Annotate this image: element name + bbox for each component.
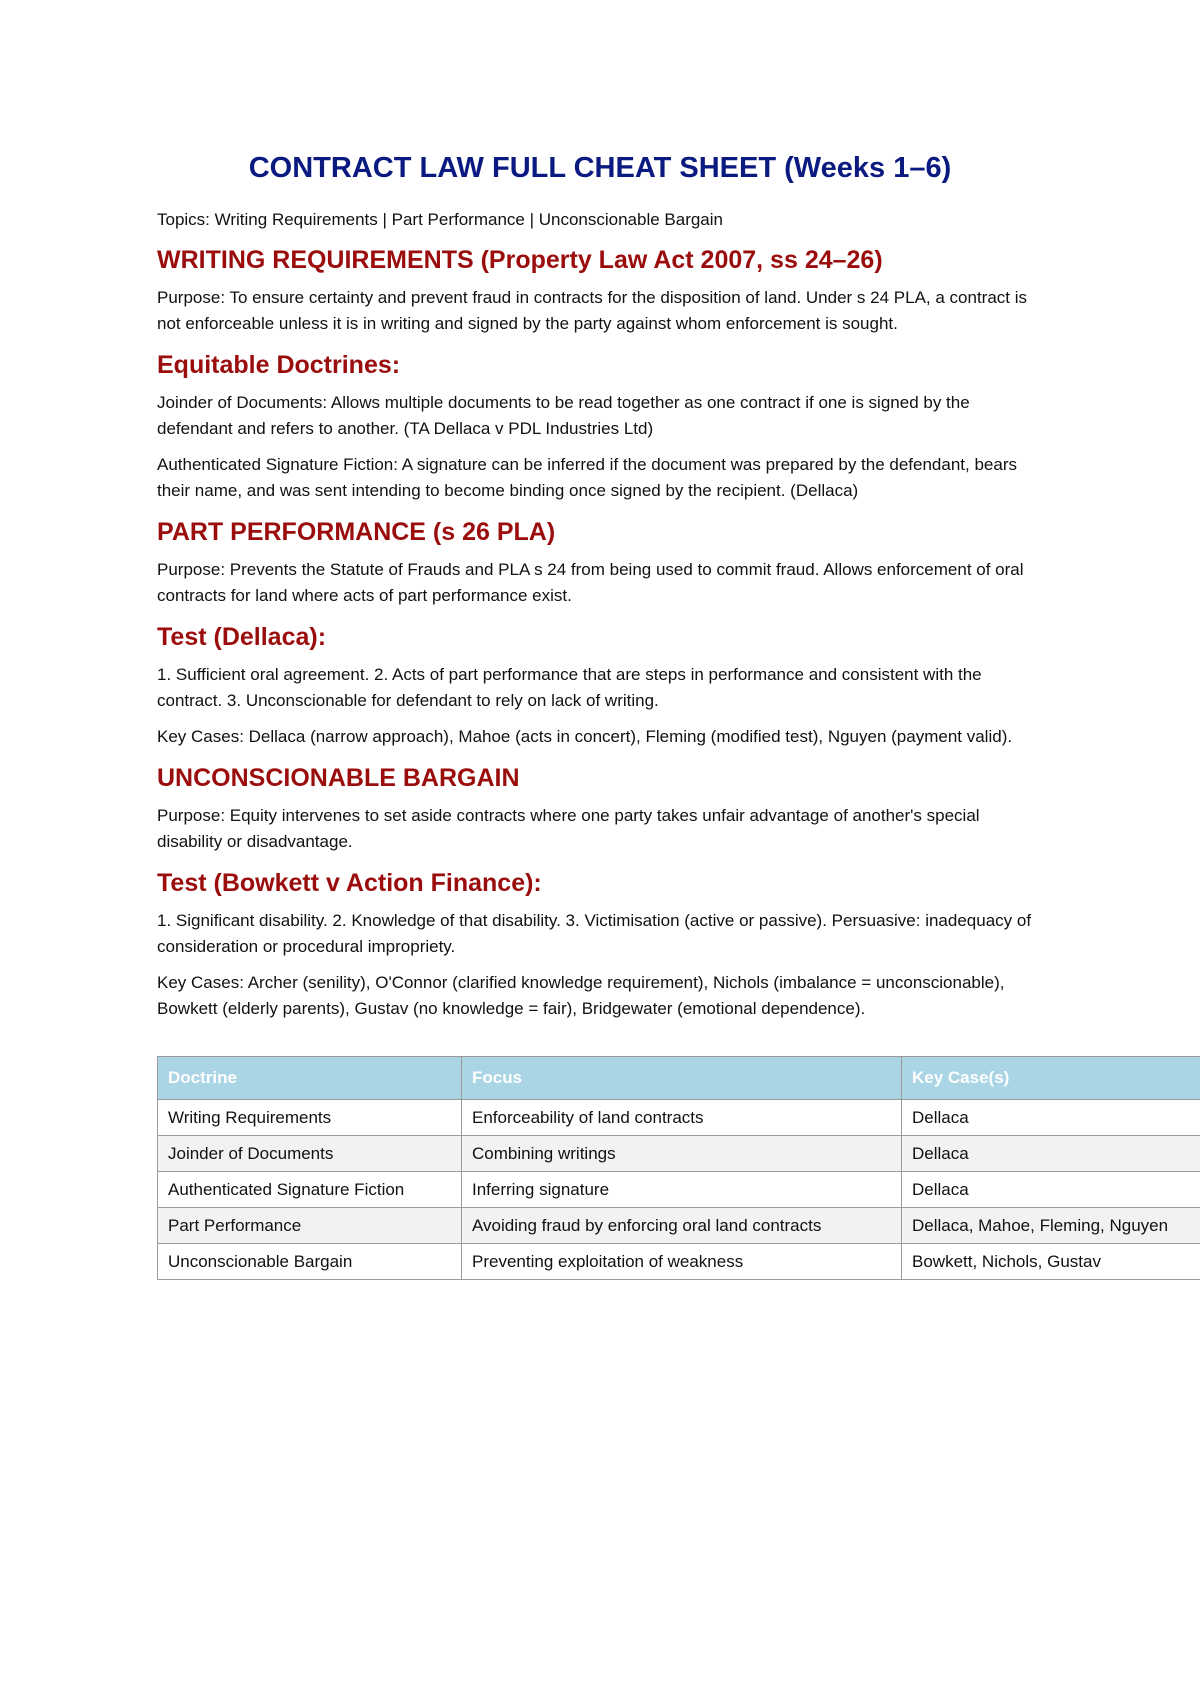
- table-cell: Part Performance: [158, 1208, 462, 1244]
- table-cell: Joinder of Documents: [158, 1136, 462, 1172]
- document-page: [157, 150, 1200, 1280]
- table-cell: Dellaca, Mahoe, Fleming, Nguyen: [902, 1208, 1200, 1244]
- page-title: CONTRACT LAW FULL CHEAT SHEET (Weeks 1–6): [248, 152, 952, 184]
- dellaca-test-paragraph: 1. Sufficient oral agreement. 2. Acts of part performance that are steps in performance and consistent with the contract. 3. Unconscionable for defendant to rely on lack of writing.: [157, 665, 982, 710]
- signature-fiction-paragraph: Authenticated Signature Fiction: A signature can be inferred if the document was prepared by the defendant, bears their name, and was sent intending to become binding once signed by the recipient. (Dellaca): [157, 455, 1017, 500]
- table-cell: Combining writings: [462, 1136, 902, 1172]
- table-cell: Unconscionable Bargain: [158, 1244, 462, 1280]
- header-doctrine: Doctrine: [158, 1057, 462, 1100]
- table-cell: Dellaca: [902, 1136, 1200, 1172]
- table-cell: Dellaca: [902, 1172, 1200, 1208]
- table-cell: Dellaca: [902, 1100, 1200, 1136]
- table-cell: Writing Requirements: [158, 1100, 462, 1136]
- part-performance-heading: PART PERFORMANCE (s 26 PLA): [157, 518, 556, 546]
- table-header-row: [158, 1057, 1200, 1100]
- unconscionable-bargain-heading: UNCONSCIONABLE BARGAIN: [157, 764, 520, 792]
- table-cell: Authenticated Signature Fiction: [158, 1172, 462, 1208]
- unconscionable-cases: Key Cases: Archer (senility), O'Connor (clarified knowledge requirement), Nichols (imbalance = unconscionable), Bowkett (elderly parents), Gustav (no knowledge = fair), Bridgewater (emotional dependence).: [157, 973, 1005, 1018]
- summary-table: [157, 1056, 1200, 1280]
- bowkett-test-heading: Test (Bowkett v Action Finance):: [157, 869, 542, 897]
- writing-purpose: Purpose: To ensure certainty and prevent fraud in contracts for the disposition of land. Under s 24 PLA, a contract is not enforceable unless it is in writing and signed by the party against whom enforcement is sought.: [157, 288, 1028, 333]
- table-cell: Bowkett, Nichols, Gustav: [902, 1244, 1200, 1280]
- header-key-cases: Key Case(s): [902, 1057, 1200, 1100]
- part-performance-purpose: Purpose: Prevents the Statute of Frauds and PLA s 24 from being used to commit fraud. Allows enforcement of oral contracts for land where acts of part performance exist.: [157, 560, 1024, 605]
- table-cell: Preventing exploitation of weakness: [462, 1244, 902, 1280]
- table-cell: Inferring signature: [462, 1172, 902, 1208]
- joinder-paragraph: Joinder of Documents: Allows multiple documents to be read together as one contract if one is signed by the defendant and refers to another. (TA Dellaca v PDL Industries Ltd): [157, 393, 970, 438]
- writing-requirements-heading: WRITING REQUIREMENTS (Property Law Act 2007, ss 24–26): [157, 246, 883, 274]
- topics-line: Topics: Writing Requirements | Part Performance | Unconscionable Bargain: [157, 210, 723, 229]
- table-row: [158, 1172, 1200, 1208]
- table-row: [158, 1208, 1200, 1244]
- bowkett-test-paragraph: 1. Significant disability. 2. Knowledge of that disability. 3. Victimisation (active or passive). Persuasive: inadequacy of consideration or procedural impropriety.: [157, 911, 1032, 956]
- equitable-doctrines-heading: Equitable Doctrines:: [157, 351, 401, 379]
- part-performance-cases: Key Cases: Dellaca (narrow approach), Mahoe (acts in concert), Fleming (modified test), Nguyen (payment valid).: [157, 727, 1013, 746]
- table-row: [158, 1100, 1200, 1136]
- table-row: [158, 1244, 1200, 1280]
- unconscionable-purpose: Purpose: Equity intervenes to set aside contracts where one party takes unfair advantage of another's special disability or disadvantage.: [157, 806, 980, 851]
- header-focus: Focus: [462, 1057, 902, 1100]
- table-cell: Enforceability of land contracts: [462, 1100, 902, 1136]
- dellaca-test-heading: Test (Dellaca):: [157, 623, 327, 651]
- table-cell: Avoiding fraud by enforcing oral land contracts: [462, 1208, 902, 1244]
- table-row: [158, 1136, 1200, 1172]
